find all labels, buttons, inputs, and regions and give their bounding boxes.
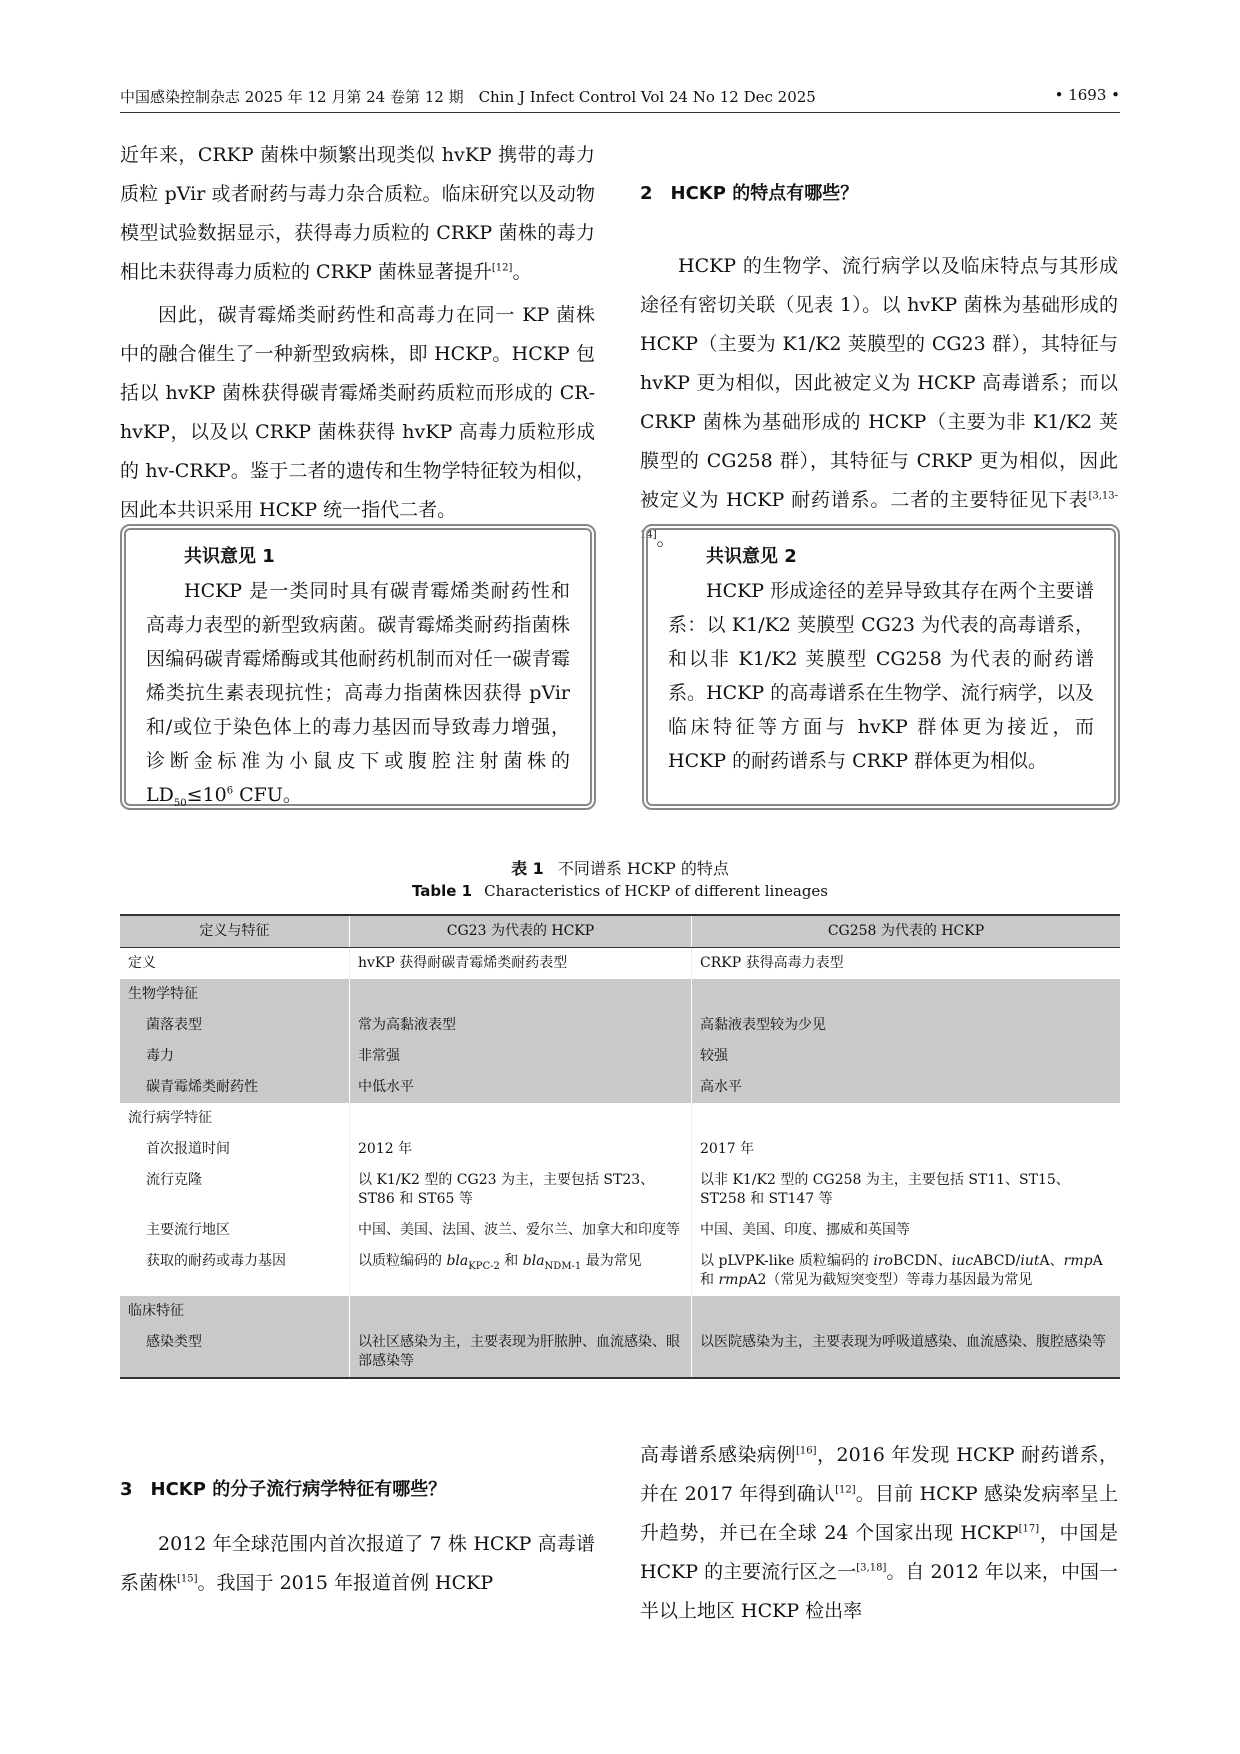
gene-subscript: KPC-2 (468, 1260, 500, 1272)
paragraph-text: 。 (656, 528, 676, 550)
right-column (640, 174, 1118, 559)
cell-text: A2（常见为截短突变型）等毒力基因最为常见 (747, 1272, 1033, 1288)
table-cell: 以医院感染为主，主要表现为呼吸道感染、血流感染、腹腔感染等 (692, 1327, 1121, 1378)
table-cell: 定义 (128, 955, 156, 971)
table-cell: 毒力 (120, 1041, 350, 1072)
table-cell (350, 1246, 692, 1296)
table-row (120, 1296, 1120, 1327)
journal-info: 中国感染控制杂志 2025 年 12 月第 24 卷第 12 期 Chin J Infect Control Vol 24 No 12 Dec 2025 (120, 88, 816, 106)
table-cell: 以 K1/K2 型的 CG23 为主，主要包括 ST23、ST86 和 ST65 等 (350, 1165, 692, 1215)
box-text-main: CFU。 (233, 784, 302, 806)
table-row (120, 979, 1120, 1010)
paragraph (120, 136, 595, 292)
table-cell (692, 1103, 1121, 1134)
paragraph-text: 。目前 HCKP 感染发病率呈上升趋势，并已在全球 24 个国家出现 HCKP (640, 1483, 1118, 1544)
cell-text: A、 (1039, 1253, 1064, 1269)
table-cell: 2017 年 (692, 1134, 1121, 1165)
cell-text: 最为常见 (581, 1253, 642, 1269)
gene-name: bla (446, 1253, 469, 1269)
box-text-main: ≤10 (186, 784, 227, 806)
table-cell: 首次报道时间 (146, 1141, 230, 1157)
left-column-bottom (120, 1470, 595, 1603)
table-cell: CRKP 获得高毒力表型 (692, 948, 1121, 980)
table-title: 不同谱系 HCKP 的特点 (557, 859, 729, 878)
consensus-box-1 (120, 524, 596, 810)
table-cell: 主要流行地区 (146, 1222, 230, 1238)
table-title-en: Characteristics of HCKP of different lineages (484, 882, 828, 900)
table-row (120, 1041, 1120, 1072)
table-cell (350, 979, 692, 1010)
citation: [12] (835, 1484, 856, 1496)
table-row (120, 1134, 1120, 1165)
box-title: 共识意见 1 (184, 546, 275, 567)
table-cell: 获取的耐药或毒力基因 (146, 1253, 286, 1269)
paragraph-text: 。 (512, 261, 532, 283)
column-header: 定义与特征 (120, 915, 350, 948)
box-title: 共识意见 2 (706, 546, 797, 567)
table-row (120, 1246, 1120, 1296)
characteristics-table (120, 914, 1120, 1379)
citation: [3,18] (856, 1562, 887, 1574)
table-cell: 菌落表型 (120, 1010, 350, 1041)
right-column-bottom (640, 1436, 1118, 1631)
table-cell: hvKP 获得耐碳青霉烯类耐药表型 (350, 948, 692, 980)
paragraph (640, 247, 1118, 559)
paragraph (640, 1436, 1118, 1631)
gene-name: iuc (951, 1253, 974, 1269)
gene-name: rmp (718, 1272, 748, 1288)
table-group-label: 流行病学特征 (128, 1110, 212, 1126)
table-cell (350, 1103, 692, 1134)
box-text (146, 574, 570, 812)
consensus-box-2 (642, 524, 1120, 810)
gene-subscript: NDM-1 (544, 1260, 582, 1272)
table-row (120, 948, 1120, 980)
table-cell: 常为高黏液表型 (350, 1010, 692, 1041)
citation: [12] (491, 262, 513, 274)
paragraph-text: ，2016 年发现 HCKP 耐药谱系，并在 2017 年得到确认 (640, 1444, 1118, 1505)
table-caption-en (0, 882, 1240, 900)
table-group-label: 临床特征 (120, 1296, 350, 1327)
table-label-en: Table 1 (411, 882, 473, 900)
table-cell: 中国、美国、印度、挪威和英国等 (692, 1215, 1121, 1246)
table-caption (0, 856, 1240, 879)
table-row (120, 1010, 1120, 1041)
table-cell: 碳青霉烯类耐药性 (120, 1072, 350, 1103)
table-row (120, 1072, 1120, 1103)
column-header: CG23 为代表的 HCKP (350, 915, 692, 948)
table-cell: 高黏液表型较为少见 (692, 1010, 1121, 1041)
table-cell: 以非 K1/K2 型的 CG258 为主，主要包括 ST11、ST15、ST258 和 ST147 等 (692, 1165, 1121, 1215)
cell-text: A 和 (700, 1253, 1103, 1288)
section-heading: 2 HCKP 的特点有哪些？ (640, 183, 859, 204)
cell-text: BCDN、 (892, 1253, 952, 1269)
citation: [16] (795, 1445, 817, 1457)
table-cell (692, 1296, 1121, 1327)
cell-text: ABCD/ (973, 1253, 1021, 1269)
gene-name: rmp (1063, 1253, 1093, 1269)
paragraph-text: ，中国是 HCKP 的主要流行区之一 (640, 1522, 1118, 1583)
table-cell (692, 1246, 1121, 1296)
gene-name: bla (522, 1253, 545, 1269)
citation: [3,13-14] (640, 490, 1118, 541)
superscript: 6 (226, 785, 234, 797)
table-cell: 以社区感染为主，主要表现为肝脓肿、血流感染、眼部感染等 (350, 1327, 692, 1378)
table-cell: 2012 年 (350, 1134, 692, 1165)
paragraph-text: 2012 年全球范围内首次报道了 7 株 HCKP 高毒谱系菌株 (120, 1533, 595, 1594)
table-cell (692, 979, 1121, 1010)
table-label: 表 1 (511, 859, 544, 878)
column-header: CG258 为代表的 HCKP (692, 915, 1121, 948)
box-text: HCKP 形成途径的差异导致其存在两个主要谱系：以 K1/K2 荚膜型 CG23 为代表的高毒谱系，和以非 K1/K2 荚膜型 CG258 为代表的耐药谱系。HCKP 的高毒谱系在生物学、流行病学，以及临床特征等方面与 hvKP 群体更为接近，而 HCKP 的耐药谱系与 CRKP 群体更为相似。 (668, 580, 1094, 772)
table-row (120, 1327, 1120, 1378)
table-cell: 流行克隆 (146, 1172, 202, 1188)
page-number: • 1693 • (1054, 86, 1120, 104)
table-cell: 中低水平 (350, 1072, 692, 1103)
table-row (120, 1165, 1120, 1215)
subscript: 50 (173, 797, 187, 809)
table-cell (350, 1296, 692, 1327)
table-cell: 较强 (692, 1041, 1121, 1072)
table-cell: 高水平 (692, 1072, 1121, 1103)
citation: [15] (177, 1573, 198, 1585)
paragraph: 因此，碳青霉烯类耐药性和高毒力在同一 KP 菌株中的融合催生了一种新型致病株，即 HCKP。HCKP 包括以 hvKP 菌株获得碳青霉烯类耐药质粒而形成的 CR-hvKP，以及以 CRKP 菌株获得 hvKP 高毒力质粒形成的 hv-CRKP。鉴于二者的遗传和生物学特征较为相似，因此本共识采用 HCKP 统一指代二者。 (120, 304, 595, 521)
running-header (120, 82, 1120, 112)
table-cell: 感染类型 (120, 1327, 350, 1378)
left-column (120, 136, 595, 530)
paragraph-text: 。自 2012 年以来，中国一半以上地区 HCKP 检出率 (640, 1561, 1118, 1622)
table-row (120, 1215, 1120, 1246)
header-rule (120, 112, 1120, 113)
table-group-label: 生物学特征 (120, 979, 350, 1010)
table-header-row (120, 915, 1120, 948)
table-cell: 中国、美国、法国、波兰、爱尔兰、加拿大和印度等 (350, 1215, 692, 1246)
paragraph-text: HCKP 的生物学、流行病学以及临床特点与其形成途径有密切关联（见表 1）。以 hvKP 菌株为基础形成的 HCKP（主要为 K1/K2 荚膜型的 CG23 群），其特征与 hvKP 更为相似，因此被定义为 HCKP 高毒谱系；而以 CRKP 菌株为基础形成的 HCKP（主要为非 K1/K2 荚膜型的 CG258 群），其特征与 CRKP 更为相似，因此被定义为 HCKP 耐药谱系。二者的主要特征见下表 (640, 255, 1118, 511)
paragraph-text: 。我国于 2015 年报道首例 HCKP (197, 1572, 494, 1594)
cell-text: 以质粒编码的 (358, 1253, 447, 1269)
box-text-main: HCKP 是一类同时具有碳青霉烯类耐药性和高毒力表型的新型致病菌。碳青霉烯类耐药指菌株因编码碳青霉烯酶或其他耐药机制而对任一碳青霉烯类抗生素表现抗性；高毒力指菌株因获得 pVir 和/或位于染色体上的毒力基因而导致毒力增强，诊断金标准为小鼠皮下或腹腔注射菌株的 LD (146, 580, 570, 806)
citation: [17] (1018, 1523, 1040, 1535)
table-cell: 非常强 (350, 1041, 692, 1072)
paragraph-text: 高毒谱系感染病例 (640, 1444, 796, 1466)
gene-name: iro (873, 1253, 893, 1269)
gene-name: iut (1020, 1253, 1040, 1269)
section-heading: 3 HCKP 的分子流行病学特征有哪些？ (120, 1479, 447, 1500)
cell-text: 以 pLVPK-like 质粒编码的 (700, 1253, 874, 1269)
paragraph-text: 近年来，CRKP 菌株中频繁出现类似 hvKP 携带的毒力质粒 pVir 或者耐药与毒力杂合质粒。临床研究以及动物模型试验数据显示，获得毒力质粒的 CRKP 菌株的毒力相比未获得毒力质粒的 CRKP 菌株显著提升 (120, 144, 595, 283)
cell-text: 和 (499, 1253, 523, 1269)
paragraph (120, 1525, 595, 1603)
table-row (120, 1103, 1120, 1134)
